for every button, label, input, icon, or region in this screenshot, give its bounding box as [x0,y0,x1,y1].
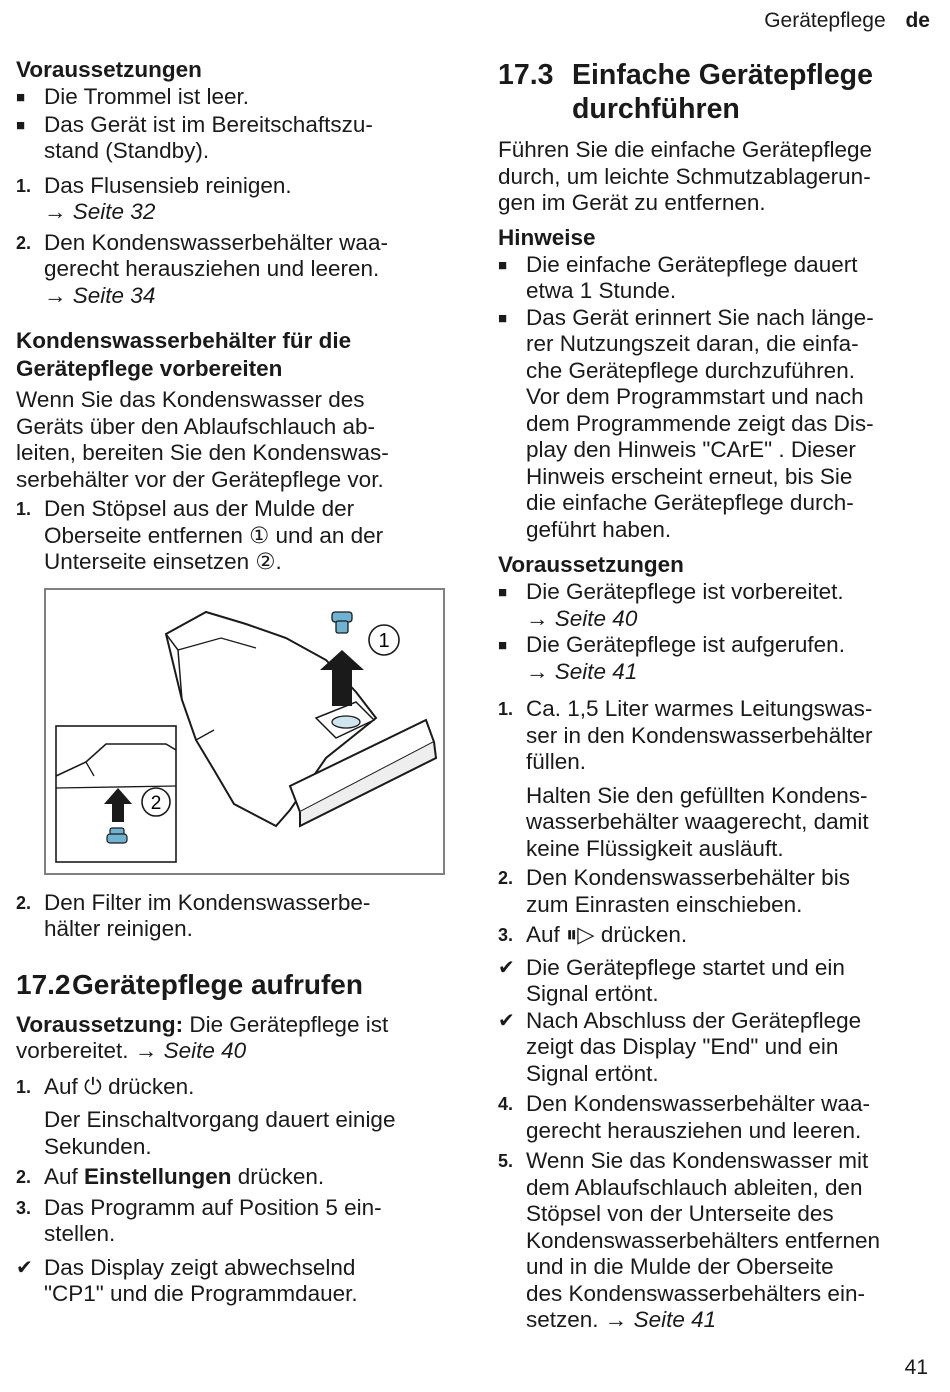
check-icon: ✔ [16,1256,33,1279]
prereq-heading: Voraussetzungen [16,57,202,82]
step-item: 1. Auf ⏻ drücken. [16,1073,195,1099]
page-header [764,8,930,34]
list-item: ■ Die Trommel ist leer. [16,84,454,112]
step-item: 2. Den Kondenswasserbehälter bis zum Einrasten einschieben. [498,865,850,917]
bullet-icon: ■ [498,584,508,601]
step-item: 2. Auf Einstellungen drücken. [16,1164,325,1189]
page-reference-link[interactable]: Seite 34 [72,282,156,308]
arrow-icon: → [526,605,549,631]
prereq-heading-right: Voraussetzungen [498,552,684,577]
step-list [16,173,454,310]
page-number: 41 [904,1356,928,1379]
page-reference-link[interactable]: Seite 40 [163,1038,247,1063]
step-item: 1. Den Stöpsel aus der Mulde der Oberseite entfernen ① und an der Unterseite einsetzen ②. [16,496,384,574]
result-item: ✔ Nach Abschluss der Gerätepflege zeigt das Display "End" und ein Signal ertönt. [498,1007,862,1086]
bullet-icon: ■ [16,89,26,106]
check-icon: ✔ [498,1009,515,1032]
list-item: ■ Die Gerätepflege ist vorbereitet. → Seite 40 [498,579,844,631]
step-item: 2. Den Kondenswasserbehälter waa- gerecht herausziehen und leeren. → Seite 34 [16,229,388,308]
result-item: ✔ Das Display zeigt abwechselnd "CP1" und die Programmdauer. [16,1254,358,1306]
header-section: Gerätepflege [764,9,886,32]
page-reference-link[interactable]: Seite 41 [554,658,638,684]
step-item: 3. Auf ⏸▷ drücken. [498,922,688,947]
bullet-icon: ■ [16,116,26,134]
condensate-container-illustration [44,588,445,875]
figure-label-1: 1 [378,629,390,652]
container-drawing [46,590,443,873]
step-item: 4. Den Kondenswasserbehälter waa- gerecht herausziehen und leeren. [498,1091,870,1143]
left-column [16,56,454,1308]
page-reference-link[interactable]: Seite 41 [633,1307,717,1332]
s173-intro: Führen Sie die einfache Gerätepflege durch, um leichte Schmutzablagerun- gen im Gerät zu entfernen. [498,137,872,215]
section-17-3-heading: 17.3 Einfache Gerätepflege durchführen [498,59,873,125]
prereq-list [16,84,454,165]
result-item: ✔ Die Gerätepflege startet und ein Signal ertönt. [498,954,845,1006]
right-column [498,58,934,1334]
step-item: 5. Wenn Sie das Kondenswasser mit dem Ablaufschlauch ableiten, den Stöpsel von der Unterseite des Kondenswasserbehälters entfernen und in die Mulde der Oberseite des Kondenswasserbehälters ein- setzen. → Seite 41 [498,1148,880,1332]
prereq-list-right [498,579,934,685]
section-17-2-heading: 17.2Gerätepflege aufrufen [16,968,363,1000]
kond-heading: Kondenswasserbehälter für die Gerätepflege vorbereiten [16,328,352,381]
page-reference-link[interactable]: Seite 40 [554,605,638,631]
hinweise-heading: Hinweise [498,224,596,250]
bullet-icon: ■ [498,256,508,274]
bullet-icon: ■ [498,309,508,327]
step-item: 1. Das Flusensieb reinigen. → Seite 32 [16,172,292,224]
page-reference-link[interactable]: Seite 32 [72,199,156,224]
step-item: 1. Ca. 1,5 Liter warmes Leitungswas- ser in den Kondenswasserbehälter füllen. [498,696,873,774]
step-item: 3. Das Programm auf Position 5 ein- stellen. [16,1194,382,1246]
bullet-icon: ■ [498,637,508,654]
kond-paragraph: Wenn Sie das Kondenswasser des Geräts über den Ablaufschlauch ab- leiten, bereiten Sie den Kondenswas- serbehälter vor der Gerätepflege vor. [16,387,389,492]
step-item: 2. Den Filter im Kondenswasserbe- hälter reinigen. [16,889,371,941]
list-item: ■ Die Gerätepflege ist aufgerufen. → Seite 41 [498,632,845,684]
header-language: de [905,9,930,32]
power-icon: ⏻ [84,1073,102,1099]
step-note: Der Einschaltvorgang dauert einige Sekunden. [44,1107,396,1159]
arrow-icon: → [44,199,67,224]
arrow-icon: → [134,1038,158,1063]
arrow-icon: → [44,282,67,308]
arrow-icon: → [526,658,549,684]
list-item: ■ Das Gerät erinnert Sie nach länge- rer Nutzungszeit daran, die einfa- che Gerätepflege durchzuführen. Vor dem Programmstart und nach dem Programmende zeigt das Dis- play den Hinweis "CArE" . Dieser Hinweis erscheint erneut, bis Sie die einfache Gerätepflege durch- geführt haben. [498,304,874,542]
check-icon: ✔ [498,956,515,979]
figure-label-2: 2 [150,792,162,814]
hinweise-list [498,252,934,544]
step-note: Halten Sie den gefüllten Kondens- wasserbehälter waagerecht, damit keine Flüssigkeit ausläuft. [526,782,869,861]
start-pause-icon: ⏸▷ [566,922,595,947]
arrow-icon: → [604,1307,628,1332]
list-item: ■ Das Gerät ist im Bereitschaftszu- stand (Standby). [16,111,373,163]
list-item: ■ Die einfache Gerätepflege dauert etwa 1 Stunde. [498,251,858,303]
s172-prerequisite: Voraussetzung: Die Gerätepflege ist vorbereitet. → Seite 40 [16,1011,389,1063]
